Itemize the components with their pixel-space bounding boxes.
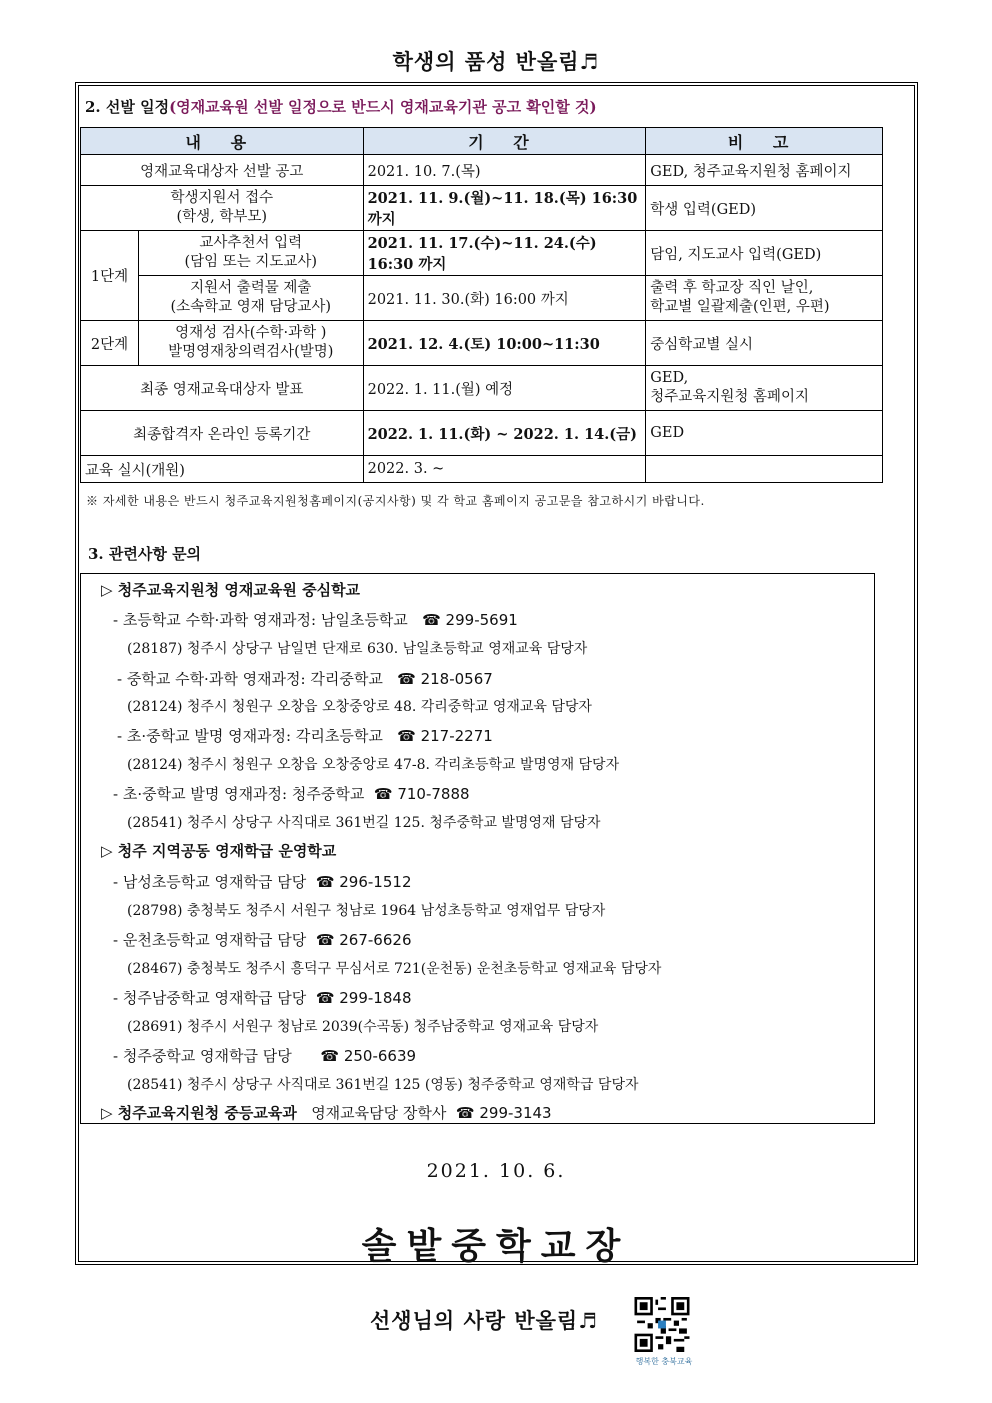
contact-group1-heading: ▷ 청주교육지원청 영재교육원 중심학교 (101, 581, 361, 599)
contact-item: - 운천초등학교 영재학급 담당 ☎ 267-6626 (113, 931, 412, 949)
row1-period: 2021. 10. 7.(목) (363, 155, 646, 186)
table-row (81, 366, 883, 411)
phone-number: ☎ 710-7888 (373, 785, 470, 803)
row5-content: 영재성 검사(수학·과학 ) 발명영재창의력검사(발명) (138, 321, 363, 366)
contact-item: - 초·중학교 발명 영재과정: 각리초등학교 ☎ 217-2271 (117, 727, 493, 745)
stage1-label: 1단계 (81, 231, 139, 321)
contact-box (80, 573, 875, 1124)
row6-remark: GED, 청주교육지원청 홈페이지 (646, 366, 883, 411)
contact-address: (28798) 충청북도 청주시 서원구 청남로 1964 남성초등학교 영재업무 담당자 (127, 903, 606, 919)
row6-period: 2022. 1. 11.(월) 예정 (363, 366, 646, 411)
contact-address: (28124) 청주시 청원구 오창읍 오창중앙로 47-8. 각리초등학교 발명영재 담당자 (127, 757, 620, 773)
row1-remark: GED, 청주교육지원청 홈페이지 (646, 155, 883, 186)
table-row (81, 321, 883, 366)
row7-period: 2022. 1. 11.(화) ~ 2022. 1. 14.(금) (363, 411, 646, 456)
row3-content: 교사추천서 입력 (담임 또는 지도교사) (138, 231, 363, 276)
schedule-table (80, 127, 883, 483)
contact-item: - 초등학교 수학·과학 영재과정: 남일초등학교 ☎ 299-5691 (113, 611, 518, 629)
section2-title (85, 96, 597, 117)
section2-heading: 2. 선발 일정 (85, 98, 170, 116)
bottom-slogan: 선생님의 사랑 반올림♬ (370, 1308, 599, 1333)
contact-item: - 청주남중학교 영재학급 담당 ☎ 299-1848 (113, 989, 412, 1007)
row4-content: 지원서 출력물 제출 (소속학교 영재 담당교사) (138, 276, 363, 321)
row7-content: 최종합격자 온라인 등록기간 (81, 411, 364, 456)
row7-remark: GED (646, 411, 883, 456)
qr-code-icon (632, 1297, 692, 1352)
table-row (81, 155, 883, 186)
phone-number: ☎ 296-1512 (315, 873, 412, 891)
row5-remark: 중심학교별 실시 (646, 321, 883, 366)
row8-remark (646, 456, 883, 483)
phone-number: ☎ 299-5691 (422, 611, 518, 629)
contact-address: (28187) 청주시 상당구 남일면 단재로 630. 남일초등학교 영재교육 담당자 (127, 641, 588, 657)
stage2-label: 2단계 (81, 321, 139, 366)
contact-address: (28541) 청주시 상당구 사직대로 361번길 125 (영동) 청주중학교 영재학급 담당자 (127, 1077, 639, 1093)
table-row (81, 186, 883, 231)
col-header-period: 기 간 (363, 128, 646, 155)
row8-content: 교육 실시(개원) (81, 456, 364, 483)
table-row (81, 456, 883, 483)
contact-group2-heading: ▷ 청주 지역공동 영재학급 운영학교 (101, 842, 337, 860)
contact-item: - 중학교 수학·과학 영재과정: 각리중학교 ☎ 218-0567 (117, 670, 493, 688)
contact-group3: ▷ 청주교육지원청 중등교육과 영재교육담당 장학사 ☎ 299-3143 (101, 1104, 552, 1122)
row8-period: 2022. 3. ~ (363, 456, 646, 483)
issue-date: 2021. 10. 6. (426, 1160, 566, 1182)
contact-address: (28691) 청주시 서원구 청남로 2039(수곡동) 청주남중학교 영재교육 담당자 (127, 1019, 599, 1035)
top-slogan: 학생의 품성 반올림♬ (392, 49, 600, 74)
phone-number: ☎ 217-2271 (397, 727, 493, 745)
phone-number: ☎ 267-6626 (315, 931, 412, 949)
table-row (81, 231, 883, 276)
section2-note: (영재교육원 선발 일정으로 반드시 영재교육기관 공고 확인할 것) (169, 98, 597, 116)
contact-address: (28541) 청주시 상당구 사직대로 361번길 125. 청주중학교 발명영재 담당자 (127, 815, 601, 831)
phone-number: ☎ 299-1848 (315, 989, 412, 1007)
phone-number: ☎ 218-0567 (397, 670, 493, 688)
contact-address: (28124) 청주시 청원구 오창읍 오창중앙로 48. 각리중학교 영재교육 담당자 (127, 699, 592, 715)
contact-address: (28467) 충청북도 청주시 흥덕구 무심서로 721(운천동) 운천초등학교 영재교육 담당자 (127, 961, 662, 977)
table-row (81, 276, 883, 321)
row6-content: 최종 영재교육대상자 발표 (81, 366, 364, 411)
phone-number: ☎ 250-6639 (320, 1047, 417, 1065)
principal-title: 솔밭중학교장 (361, 1225, 631, 1267)
qr-caption: 행복한 충북교육 (635, 1357, 693, 1366)
row4-period: 2021. 11. 30.(화) 16:00 까지 (363, 276, 646, 321)
contact-item: - 남성초등학교 영재학급 담당 ☎ 296-1512 (113, 873, 412, 891)
phone-number: ☎ 299-3143 (455, 1104, 552, 1122)
row2-content: 학생지원서 접수 (학생, 학부모) (81, 186, 364, 231)
row1-content: 영재교육대상자 선발 공고 (81, 155, 364, 186)
row4-remark: 출력 후 학교장 직인 날인, 학교별 일괄제출(인편, 우편) (646, 276, 883, 321)
row3-period: 2021. 11. 17.(수)~11. 24.(수) 16:30 까지 (363, 231, 646, 276)
col-header-remark: 비 고 (646, 128, 883, 155)
contact-item: - 청주중학교 영재학급 담당 ☎ 250-6639 (113, 1047, 417, 1065)
row5-period: 2021. 12. 4.(토) 10:00~11:30 (363, 321, 646, 366)
row2-period: 2021. 11. 9.(월)~11. 18.(목) 16:30 까지 (363, 186, 646, 231)
table-row (81, 411, 883, 456)
contact-item: - 초·중학교 발명 영재과정: 청주중학교 ☎ 710-7888 (113, 785, 470, 803)
section3-title: 3. 관련사항 문의 (88, 545, 202, 563)
col-header-content: 내 용 (81, 128, 364, 155)
row2-remark: 학생 입력(GED) (646, 186, 883, 231)
footnote: ※ 자세한 내용은 반드시 청주교육지원청홈페이지(공지사항) 및 각 학교 홈페이지 공고문을 참고하시기 바랍니다. (86, 494, 705, 508)
row3-remark: 담임, 지도교사 입력(GED) (646, 231, 883, 276)
